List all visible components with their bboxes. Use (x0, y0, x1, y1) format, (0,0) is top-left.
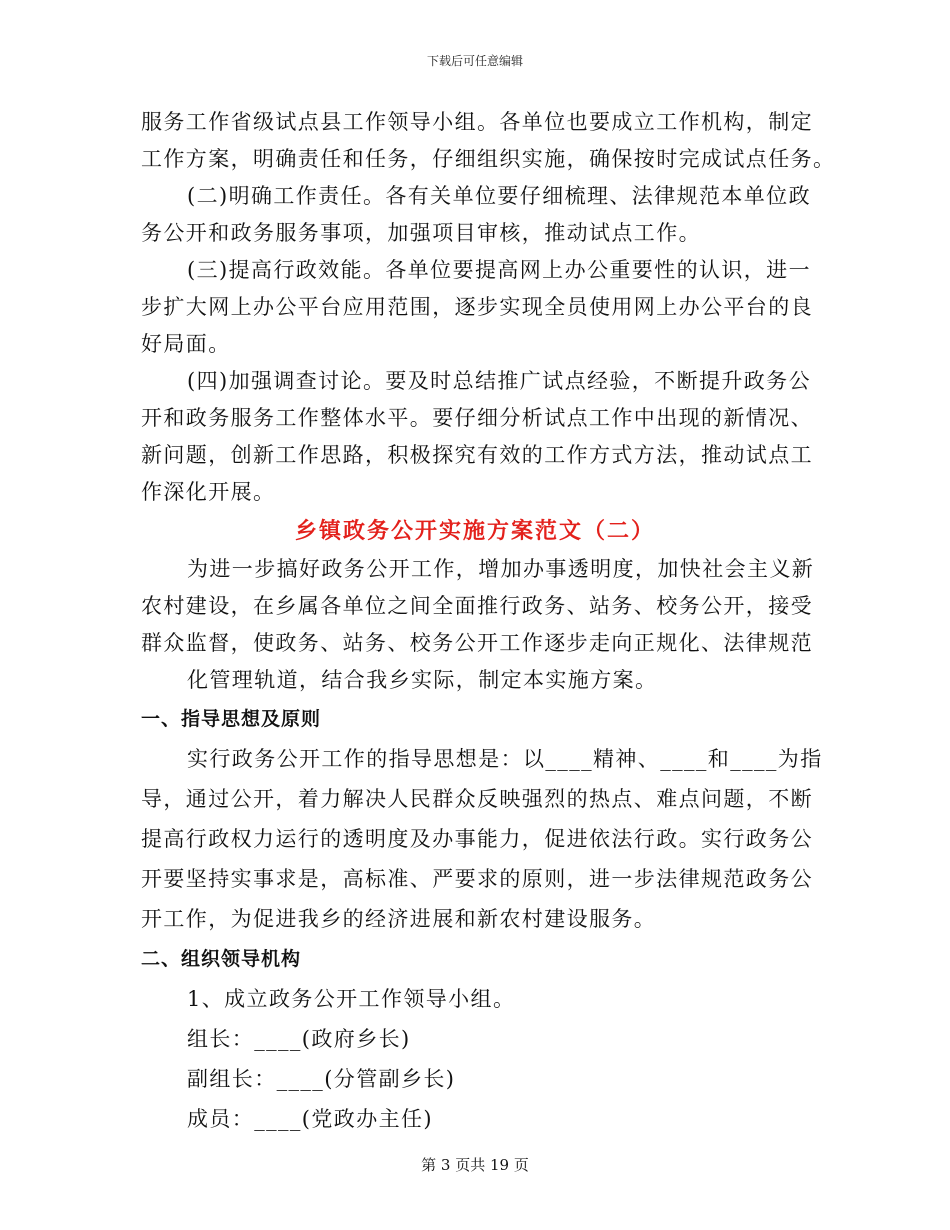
paragraph-line: 务公开和政务服务事项，加强项目审核，推动试点工作。 (141, 221, 701, 245)
paragraph-line: (四)加强调查讨论。要及时总结推广试点经验，不断提升政务公 (187, 369, 811, 393)
list-item: 成员：____(党政办主任) (187, 1107, 433, 1131)
paragraph-line: 步扩大网上办公平台应用范围，逐步实现全员使用网上办公平台的良 (141, 295, 813, 319)
paragraph-line: 化管理轨道，结合我乡实际，制定本实施方案。 (187, 668, 658, 692)
paragraph-line: 农村建设，在乡属各单位之间全面推行政务、站务、校务公开，接受 (141, 594, 813, 618)
paragraph-line: 新问题，创新工作思路，积极探究有效的工作方式方法，推动试点工 (141, 443, 813, 467)
paragraph-line: 实行政务公开工作的指导思想是：以____精神、____和____为指 (187, 747, 823, 771)
paragraph-line: (二)明确工作责任。各有关单位要仔细梳理、法律规范本单位政 (187, 184, 811, 208)
paragraph-line: 提高行政权力运行的透明度及办事能力，促进依法行政。实行政务公 (141, 827, 813, 851)
paragraph-line: 为进一步搞好政务公开工作，增加办事透明度，加快社会主义新 (187, 557, 815, 581)
paragraph-line: 服务工作省级试点县工作领导小组。各单位也要成立工作机构，制定 (141, 110, 813, 134)
header-note: 下载后可任意编辑 (426, 54, 523, 68)
paragraph-line: 开和政务服务工作整体水平。要仔细分析试点工作中出现的新情况、 (141, 406, 813, 430)
list-item: 组长：____(政府乡长) (187, 1027, 411, 1051)
page-number: 第 3 页共 19 页 (421, 1156, 529, 1174)
paragraph-line: 工作方案，明确责任和任务，仔细组织实施，确保按时完成试点任务。 (141, 147, 836, 171)
paragraph-line: 好局面。 (141, 332, 231, 356)
section-title: 乡镇政务公开实施方案范文（二） (294, 519, 655, 544)
document-body (141, 104, 836, 1139)
list-item: 1、成立政务公开工作领导小组。 (187, 987, 516, 1011)
heading-guiding-principles: 一、指导思想及原则 (141, 708, 322, 730)
paragraph-line: (三)提高行政效能。各单位要提高网上办公重要性的认识，进一 (187, 258, 811, 282)
paragraph-line: 作深化开展。 (141, 480, 276, 504)
paragraph-line: 开工作，为促进我乡的经济进展和新农村建设服务。 (141, 907, 657, 931)
paragraph-line: 导，通过公开，着力解决人民群众反映强烈的热点、难点问题，不断 (141, 787, 813, 811)
paragraph-line: 群众监督，使政务、站务、校务公开工作逐步走向正规化、法律规范 (141, 631, 813, 655)
list-item: 副组长：____(分管副乡长) (187, 1067, 456, 1091)
paragraph-line: 开要坚持实事求是，高标准、严要求的原则，进一步法律规范政务公 (141, 867, 813, 891)
heading-organization: 二、组织领导机构 (141, 948, 302, 970)
